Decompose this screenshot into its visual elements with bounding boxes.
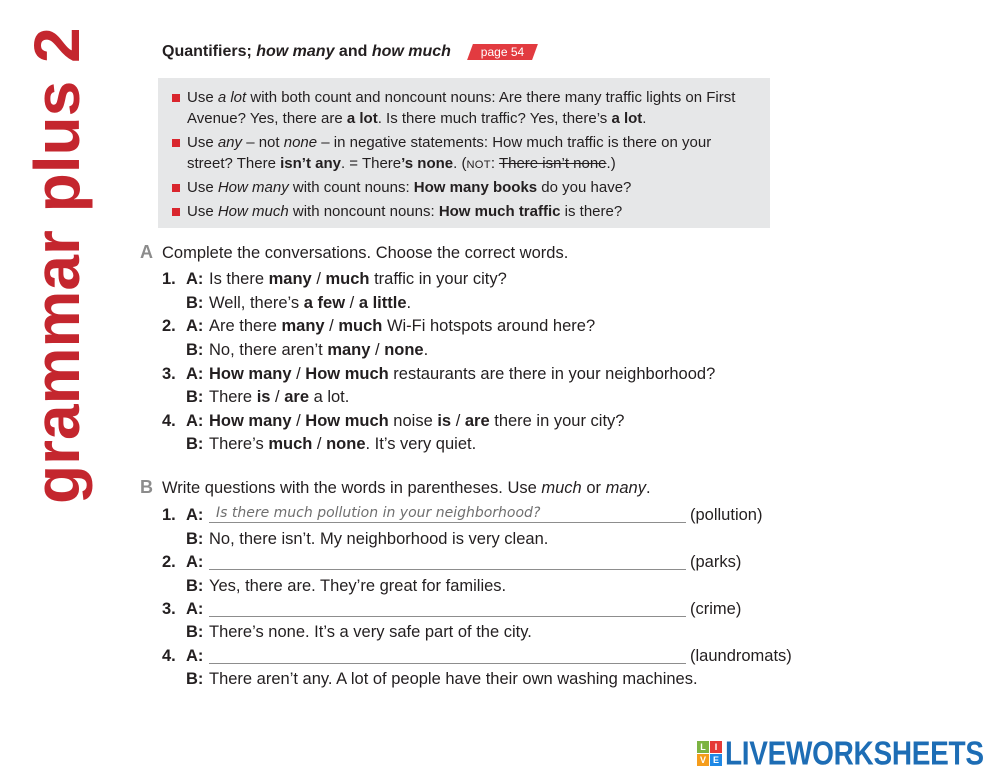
exercise-label: A [140, 242, 153, 262]
rule-item [158, 87, 770, 129]
grammar-rules-box [158, 78, 770, 228]
rule-text: do you have? [537, 178, 632, 196]
item-number: 1. [162, 270, 176, 289]
speaker-label: A: [186, 506, 204, 525]
response-text: There’s none. It’s a very safe part of the city. [209, 623, 532, 642]
choice-option[interactable]: a little [358, 293, 407, 312]
exercise-b-heading [140, 476, 651, 498]
page-tag-label: page 54 [480, 45, 525, 59]
speaker-label: B: [186, 670, 204, 689]
speaker-label: B: [186, 623, 204, 642]
conversation-line-b [162, 339, 822, 363]
bullet-square-icon [172, 139, 180, 147]
speaker-label: A: [186, 317, 204, 336]
response-text: There aren’t any. A lot of people have their own washing machines. [209, 670, 698, 689]
choice-separator: / [324, 317, 339, 336]
choice-option[interactable]: is [437, 411, 452, 430]
conversation-line-a [162, 410, 822, 434]
rule-item [158, 177, 770, 198]
word-hint: (laundromats) [690, 646, 792, 665]
instruction-term: many [605, 479, 646, 497]
item-number: 3. [162, 600, 176, 619]
rule-example: How many books [413, 178, 538, 196]
exercise-a-list [162, 268, 822, 457]
text-segment: There [209, 388, 257, 407]
conversation-line-b [162, 292, 822, 316]
rule-item [158, 201, 770, 222]
question-line [162, 645, 822, 668]
rule-item [158, 132, 770, 174]
choice-option[interactable]: are [464, 411, 490, 430]
rule-line [187, 201, 770, 222]
text-segment: Wi-Fi hotspots around here? [382, 317, 596, 336]
item-number: 1. [162, 506, 176, 525]
text-segment: Is there [209, 270, 269, 289]
line-text [209, 386, 349, 410]
choice-option[interactable]: are [284, 388, 309, 407]
choice-option[interactable]: a few [303, 293, 346, 312]
response-text: Yes, there are. They’re great for families. [209, 576, 507, 595]
rule-text: is there? [560, 202, 623, 220]
conversation-line-b [162, 433, 822, 457]
exercise-instruction: Complete the conversations. Choose the correct words. [162, 244, 569, 262]
choice-separator: / [345, 293, 359, 312]
choice-separator: / [270, 388, 285, 407]
choice-option[interactable]: many [327, 340, 371, 359]
line-text [209, 433, 476, 457]
rule-text: .) [606, 154, 616, 172]
rule-term: How much [217, 202, 289, 220]
rule-term: any [217, 133, 243, 151]
speaker-label: B: [186, 435, 204, 454]
page-reference-tag [467, 44, 538, 60]
instruction-text: . [645, 479, 651, 497]
rule-text: Use [187, 178, 218, 196]
line-text [209, 315, 595, 339]
speaker-label: A: [186, 553, 204, 572]
exercise-label: B [140, 477, 153, 497]
speaker-label: A: [186, 600, 204, 619]
rule-not-label: NOT [466, 158, 491, 171]
header-term: how much [371, 43, 451, 60]
rule-text: . Is there much traffic? Yes, there’s [377, 109, 612, 127]
rule-text: – not [242, 133, 284, 151]
speaker-label: A: [186, 270, 204, 289]
conversation-line-b [162, 386, 822, 410]
logo-tile: V [697, 754, 709, 766]
choice-option[interactable]: much [338, 317, 383, 336]
rule-text: street? There [187, 154, 281, 172]
line-text [209, 363, 715, 387]
exercise-instruction [162, 479, 651, 497]
response-line [162, 528, 822, 551]
bullet-square-icon [172, 208, 180, 216]
response-line [162, 575, 822, 598]
question-line [162, 551, 822, 574]
choice-option[interactable]: none [384, 340, 424, 359]
rule-example: ’s none [401, 154, 454, 172]
choice-option[interactable]: many [281, 317, 325, 336]
rule-incorrect-example: There isn’t none [498, 154, 607, 172]
answer-input[interactable] [209, 551, 686, 570]
speaker-label: B: [186, 388, 204, 407]
answer-input[interactable] [209, 504, 686, 523]
text-segment: Well, there’s [209, 293, 304, 312]
rule-text: – in negative statements: How much traffic is there on your [317, 133, 712, 151]
choice-option[interactable]: How many [209, 364, 292, 383]
answer-input[interactable] [209, 645, 686, 664]
text-segment: There’s [209, 435, 269, 454]
side-title: grammar plus 2 [21, 27, 93, 504]
rule-example: How much traffic [438, 202, 561, 220]
liveworksheets-logo-icon [697, 741, 722, 766]
rule-text: with both count and noncount nouns: Are there many traffic lights on First [246, 88, 736, 106]
line-text [209, 292, 411, 316]
instruction-term: much [541, 479, 582, 497]
word-hint: (parks) [690, 553, 742, 572]
speaker-label: A: [186, 646, 204, 665]
line-text [209, 410, 624, 434]
rule-text: with count nouns: [288, 178, 414, 196]
conversation-line-a [162, 363, 822, 387]
rule-line [187, 153, 770, 174]
rule-example: isn’t any [280, 154, 341, 172]
rule-line [187, 108, 770, 129]
rule-text: Use [187, 202, 218, 220]
item-number: 2. [162, 317, 176, 336]
rule-text: . ( [453, 154, 467, 172]
rule-text: . = There [340, 154, 402, 172]
choice-separator: / [312, 435, 327, 454]
speaker-label: B: [186, 529, 204, 548]
choice-option[interactable]: How much [305, 411, 389, 430]
choice-separator: / [291, 364, 306, 383]
choice-separator: / [291, 411, 306, 430]
logo-tile: E [710, 754, 722, 766]
answer-input[interactable] [209, 598, 686, 617]
speaker-label: A: [186, 411, 204, 430]
rule-text: Use [187, 133, 218, 151]
choice-option[interactable]: is [256, 388, 271, 407]
question-line [162, 598, 822, 621]
text-segment: restaurants are there in your neighborhood? [388, 364, 716, 383]
section-header [162, 42, 451, 62]
bullet-square-icon [172, 184, 180, 192]
exercise-a-heading [140, 241, 568, 263]
bullet-square-icon [172, 94, 180, 102]
choice-separator: / [311, 270, 326, 289]
choice-option[interactable]: many [268, 270, 312, 289]
text-segment: traffic in your city? [369, 270, 507, 289]
rule-text: . [642, 109, 647, 127]
conversation-line-a [162, 315, 822, 339]
instruction-text: or [581, 479, 606, 497]
choice-separator: / [451, 411, 465, 430]
choice-option[interactable]: How many [209, 411, 292, 430]
text-segment: . [423, 340, 429, 359]
line-text [209, 339, 428, 363]
response-text: No, there isn’t. My neighborhood is very clean. [209, 529, 549, 548]
rule-text: Use [187, 88, 218, 106]
item-number: 4. [162, 646, 176, 665]
speaker-label: B: [186, 576, 204, 595]
speaker-label: A: [186, 364, 204, 383]
header-term: how many [256, 43, 335, 60]
rule-example: a lot [611, 109, 643, 127]
text-segment: a lot. [309, 388, 350, 407]
rule-line [187, 87, 770, 108]
text-segment: . [406, 293, 412, 312]
rule-text: : [490, 154, 499, 172]
header-title: Quantifiers; [162, 43, 257, 60]
text-segment: noise [388, 411, 438, 430]
speaker-label: B: [186, 293, 204, 312]
instruction-text: Write questions with the words in parentheses. Use [162, 479, 542, 497]
rule-line [187, 177, 770, 198]
choice-option[interactable]: How much [305, 364, 389, 383]
line-text [209, 268, 507, 292]
text-segment: there in your city? [489, 411, 625, 430]
rule-term: a lot [217, 88, 247, 106]
item-number: 4. [162, 411, 176, 430]
text-segment: Are there [209, 317, 282, 336]
conversation-line-a [162, 268, 822, 292]
speaker-label: B: [186, 340, 204, 359]
item-number: 3. [162, 364, 176, 383]
logo-tile: I [710, 741, 722, 753]
exercise-b-list [162, 504, 822, 692]
rule-example: a lot [346, 109, 378, 127]
text-segment: No, there aren’t [209, 340, 328, 359]
choice-separator: / [370, 340, 385, 359]
response-line [162, 668, 822, 691]
liveworksheets-logo-text: LIVEWORKSHEETS [725, 734, 984, 772]
response-line [162, 621, 822, 644]
choice-option[interactable]: much [268, 435, 313, 454]
word-hint: (pollution) [690, 506, 763, 525]
item-number: 2. [162, 553, 176, 572]
rule-term: How many [217, 178, 289, 196]
text-segment: . It’s very quiet. [365, 435, 477, 454]
header-joiner: and [334, 43, 372, 60]
choice-option[interactable]: much [325, 270, 370, 289]
choice-option[interactable]: none [326, 435, 366, 454]
question-line [162, 504, 822, 527]
rule-term: none [283, 133, 318, 151]
word-hint: (crime) [690, 600, 742, 619]
rule-text: Avenue? Yes, there are [187, 109, 347, 127]
rule-line [187, 132, 770, 153]
rule-text: with noncount nouns: [288, 202, 439, 220]
logo-tile: L [697, 741, 709, 753]
